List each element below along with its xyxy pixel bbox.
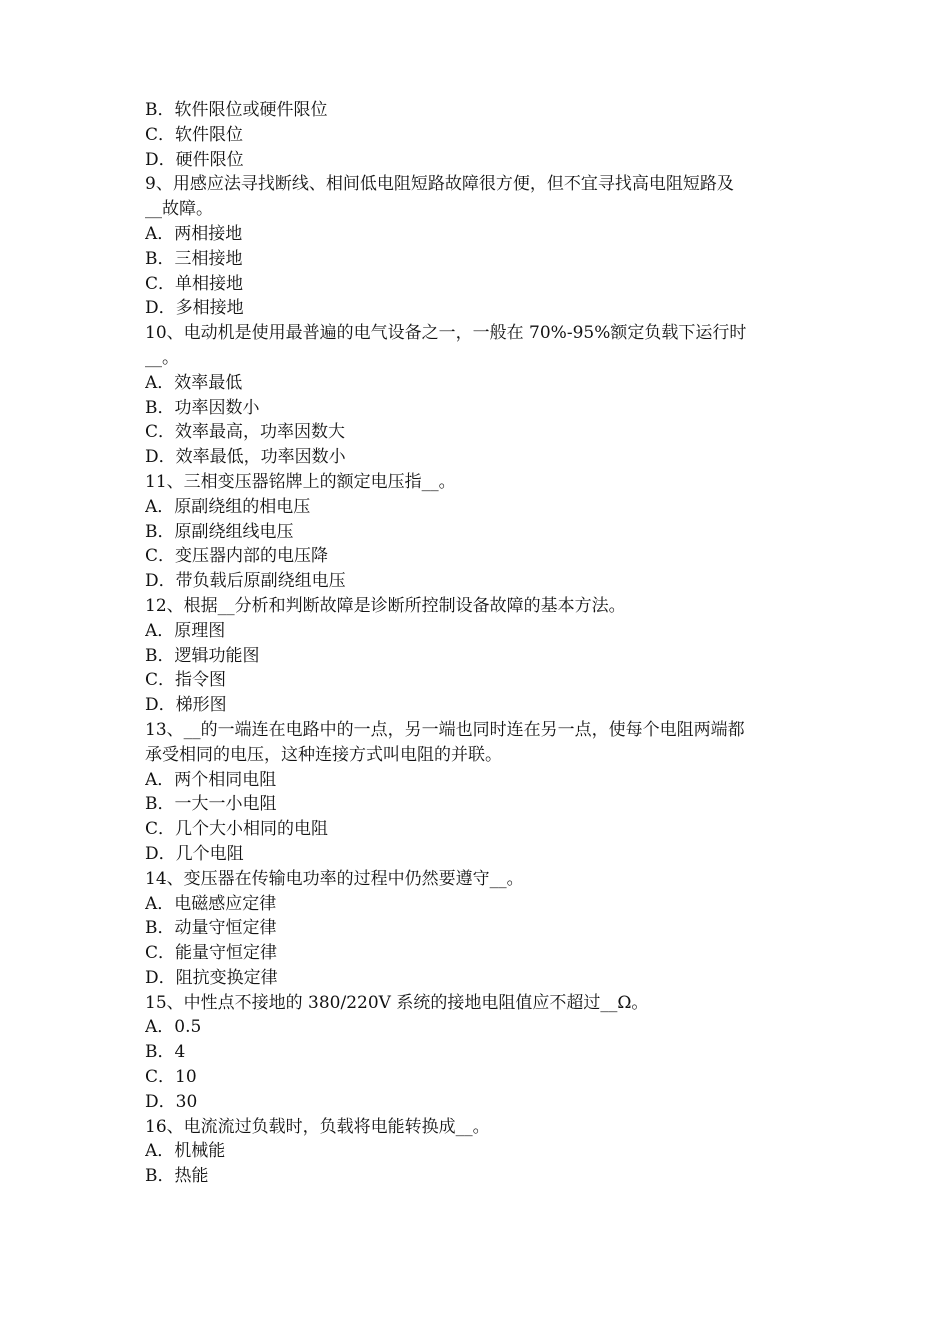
question-line: __。 <box>145 347 179 368</box>
option-line: D．阻抗变换定律 <box>145 967 278 988</box>
question-line: 16、电流流过负载时，负载将电能转换成__。 <box>145 1116 490 1137</box>
option-line: D．效率最低，功率因数小 <box>145 447 346 468</box>
option-line: D．带负载后原副绕组电压 <box>145 571 346 592</box>
question-line: 15、中性点不接地的 380/220V 系统的接地电阻值应不超过__Ω。 <box>145 992 649 1013</box>
question-line: 9、用感应法寻找断线、相间低电阻短路故障很方便，但不宜寻找高电阻短路及 <box>145 174 734 195</box>
option-line: C．能量守恒定律 <box>145 943 278 964</box>
option-line: B．三相接地 <box>145 248 243 269</box>
option-line: B．功率因数小 <box>145 397 260 418</box>
option-line: C．变压器内部的电压降 <box>145 546 329 567</box>
option-line: B．一大一小电阻 <box>145 794 277 815</box>
option-line: D．30 <box>145 1091 198 1112</box>
option-line: C．10 <box>145 1067 197 1088</box>
option-line: C．单相接地 <box>145 273 244 294</box>
option-line: A．机械能 <box>145 1141 226 1162</box>
option-line: B．原副绕组线电压 <box>145 521 294 542</box>
option-line: B．逻辑功能图 <box>145 645 260 666</box>
option-line: A．0.5 <box>145 1017 202 1038</box>
question-line: 承受相同的电压，这种连接方式叫电阻的并联。 <box>145 744 502 765</box>
question-line: 11、三相变压器铭牌上的额定电压指__。 <box>145 471 456 492</box>
option-line: D．梯形图 <box>145 695 227 716</box>
option-line: C．效率最高，功率因数大 <box>145 422 346 443</box>
option-line: A．两相接地 <box>145 223 243 244</box>
option-line: D．几个电阻 <box>145 843 244 864</box>
option-line: C．几个大小相同的电阻 <box>145 819 329 840</box>
option-line: C．指令图 <box>145 670 227 691</box>
question-line: 13、__的一端连在电路中的一点，另一端也同时连在另一点，使每个电阻两端都 <box>145 719 745 740</box>
question-line: 10、电动机是使用最普遍的电气设备之一，一般在 70%-95%额定负载下运行时 <box>145 323 747 344</box>
option-line: A．原副绕组的相电压 <box>145 496 311 517</box>
option-line: D．多相接地 <box>145 298 244 319</box>
question-line: 12、根据__分析和判断故障是诊断所控制设备故障的基本方法。 <box>145 595 626 616</box>
option-line: B．4 <box>145 1042 186 1063</box>
option-line: A．两个相同电阻 <box>145 769 277 790</box>
question-line: 14、变压器在传输电功率的过程中仍然要遵守__。 <box>145 868 524 889</box>
document-page <box>145 98 815 1189</box>
question-line: __故障。 <box>145 199 213 220</box>
option-line: C．软件限位 <box>145 124 244 145</box>
option-line: A．效率最低 <box>145 372 243 393</box>
option-line: B．动量守恒定律 <box>145 918 277 939</box>
option-line: B．热能 <box>145 1166 209 1187</box>
option-line: D．硬件限位 <box>145 149 244 170</box>
option-line: B．软件限位或硬件限位 <box>145 100 328 120</box>
option-line: A．原理图 <box>145 620 226 641</box>
option-line: A．电磁感应定律 <box>145 893 277 914</box>
